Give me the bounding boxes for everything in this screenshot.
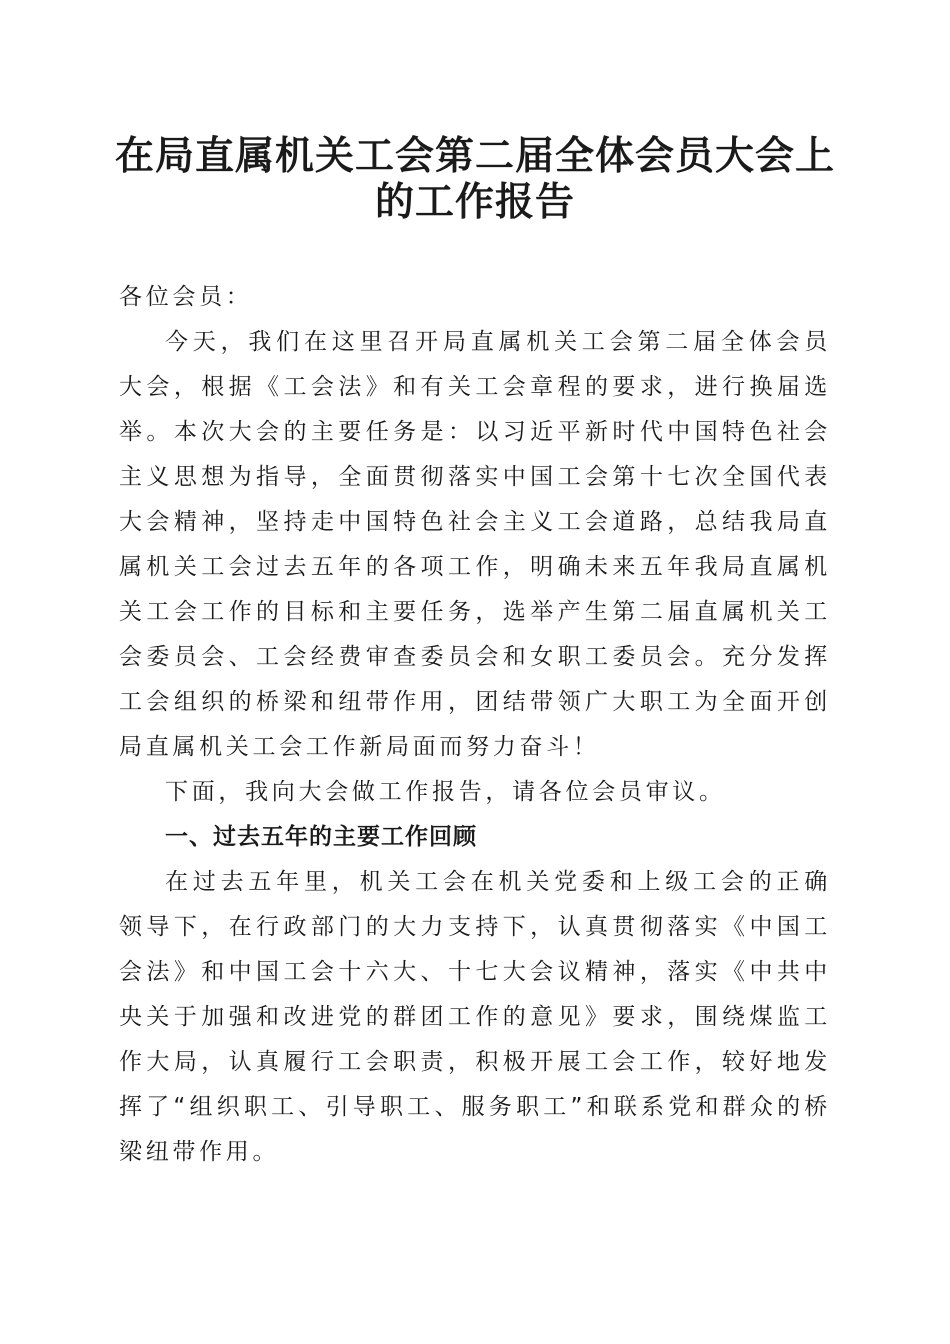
paragraph-report-notice: 下面，我向大会做工作报告，请各位会员审议。 (165, 779, 726, 805)
document-title: 在局直属机关工会第二届全体会员大会上的工作报告 (114, 133, 835, 225)
document-body (119, 275, 831, 1175)
paragraph-intro: 今天，我们在这里召开局直属机关工会第二届全体会员大会，根据《工会法》和有关工会章程的要求，进行换届选举。本次大会的主要任务是：以习近平新时代中国特色社会主义思想为指导，全面贯彻落实中国工会第十七次全国代表大会精神，坚持走中国特色社会主义工会道路，总结我局直属机关工会过去五年的各项工作，明确未来五年我局直属机关工会工作的目标和主要任务，选举产生第二届直属机关工会委员会、工会经费审查委员会和女职工委员会。充分发挥工会组织的桥梁和纽带作用，团结带领广大职工为全面开创局直属机关工会工作新局面而努力奋斗！ (119, 329, 831, 760)
section-heading: 一、过去五年的主要工作回顾 (165, 824, 477, 850)
salutation: 各位会员： (119, 284, 253, 310)
paragraph-review: 在过去五年里，机关工会在机关党委和上级工会的正确领导下，在行政部门的大力支持下，认真贯彻落实《中国工会法》和中国工会十六大、十七大会议精神，落实《中共中央关于加强和改进党的群团工作的意见》要求，围绕煤监工作大局，认真履行工会职责，积极开展工会工作，较好地发挥了“组织职工、引导职工、服务职工”和联系党和群众的桥梁纽带作用。 (119, 869, 831, 1165)
